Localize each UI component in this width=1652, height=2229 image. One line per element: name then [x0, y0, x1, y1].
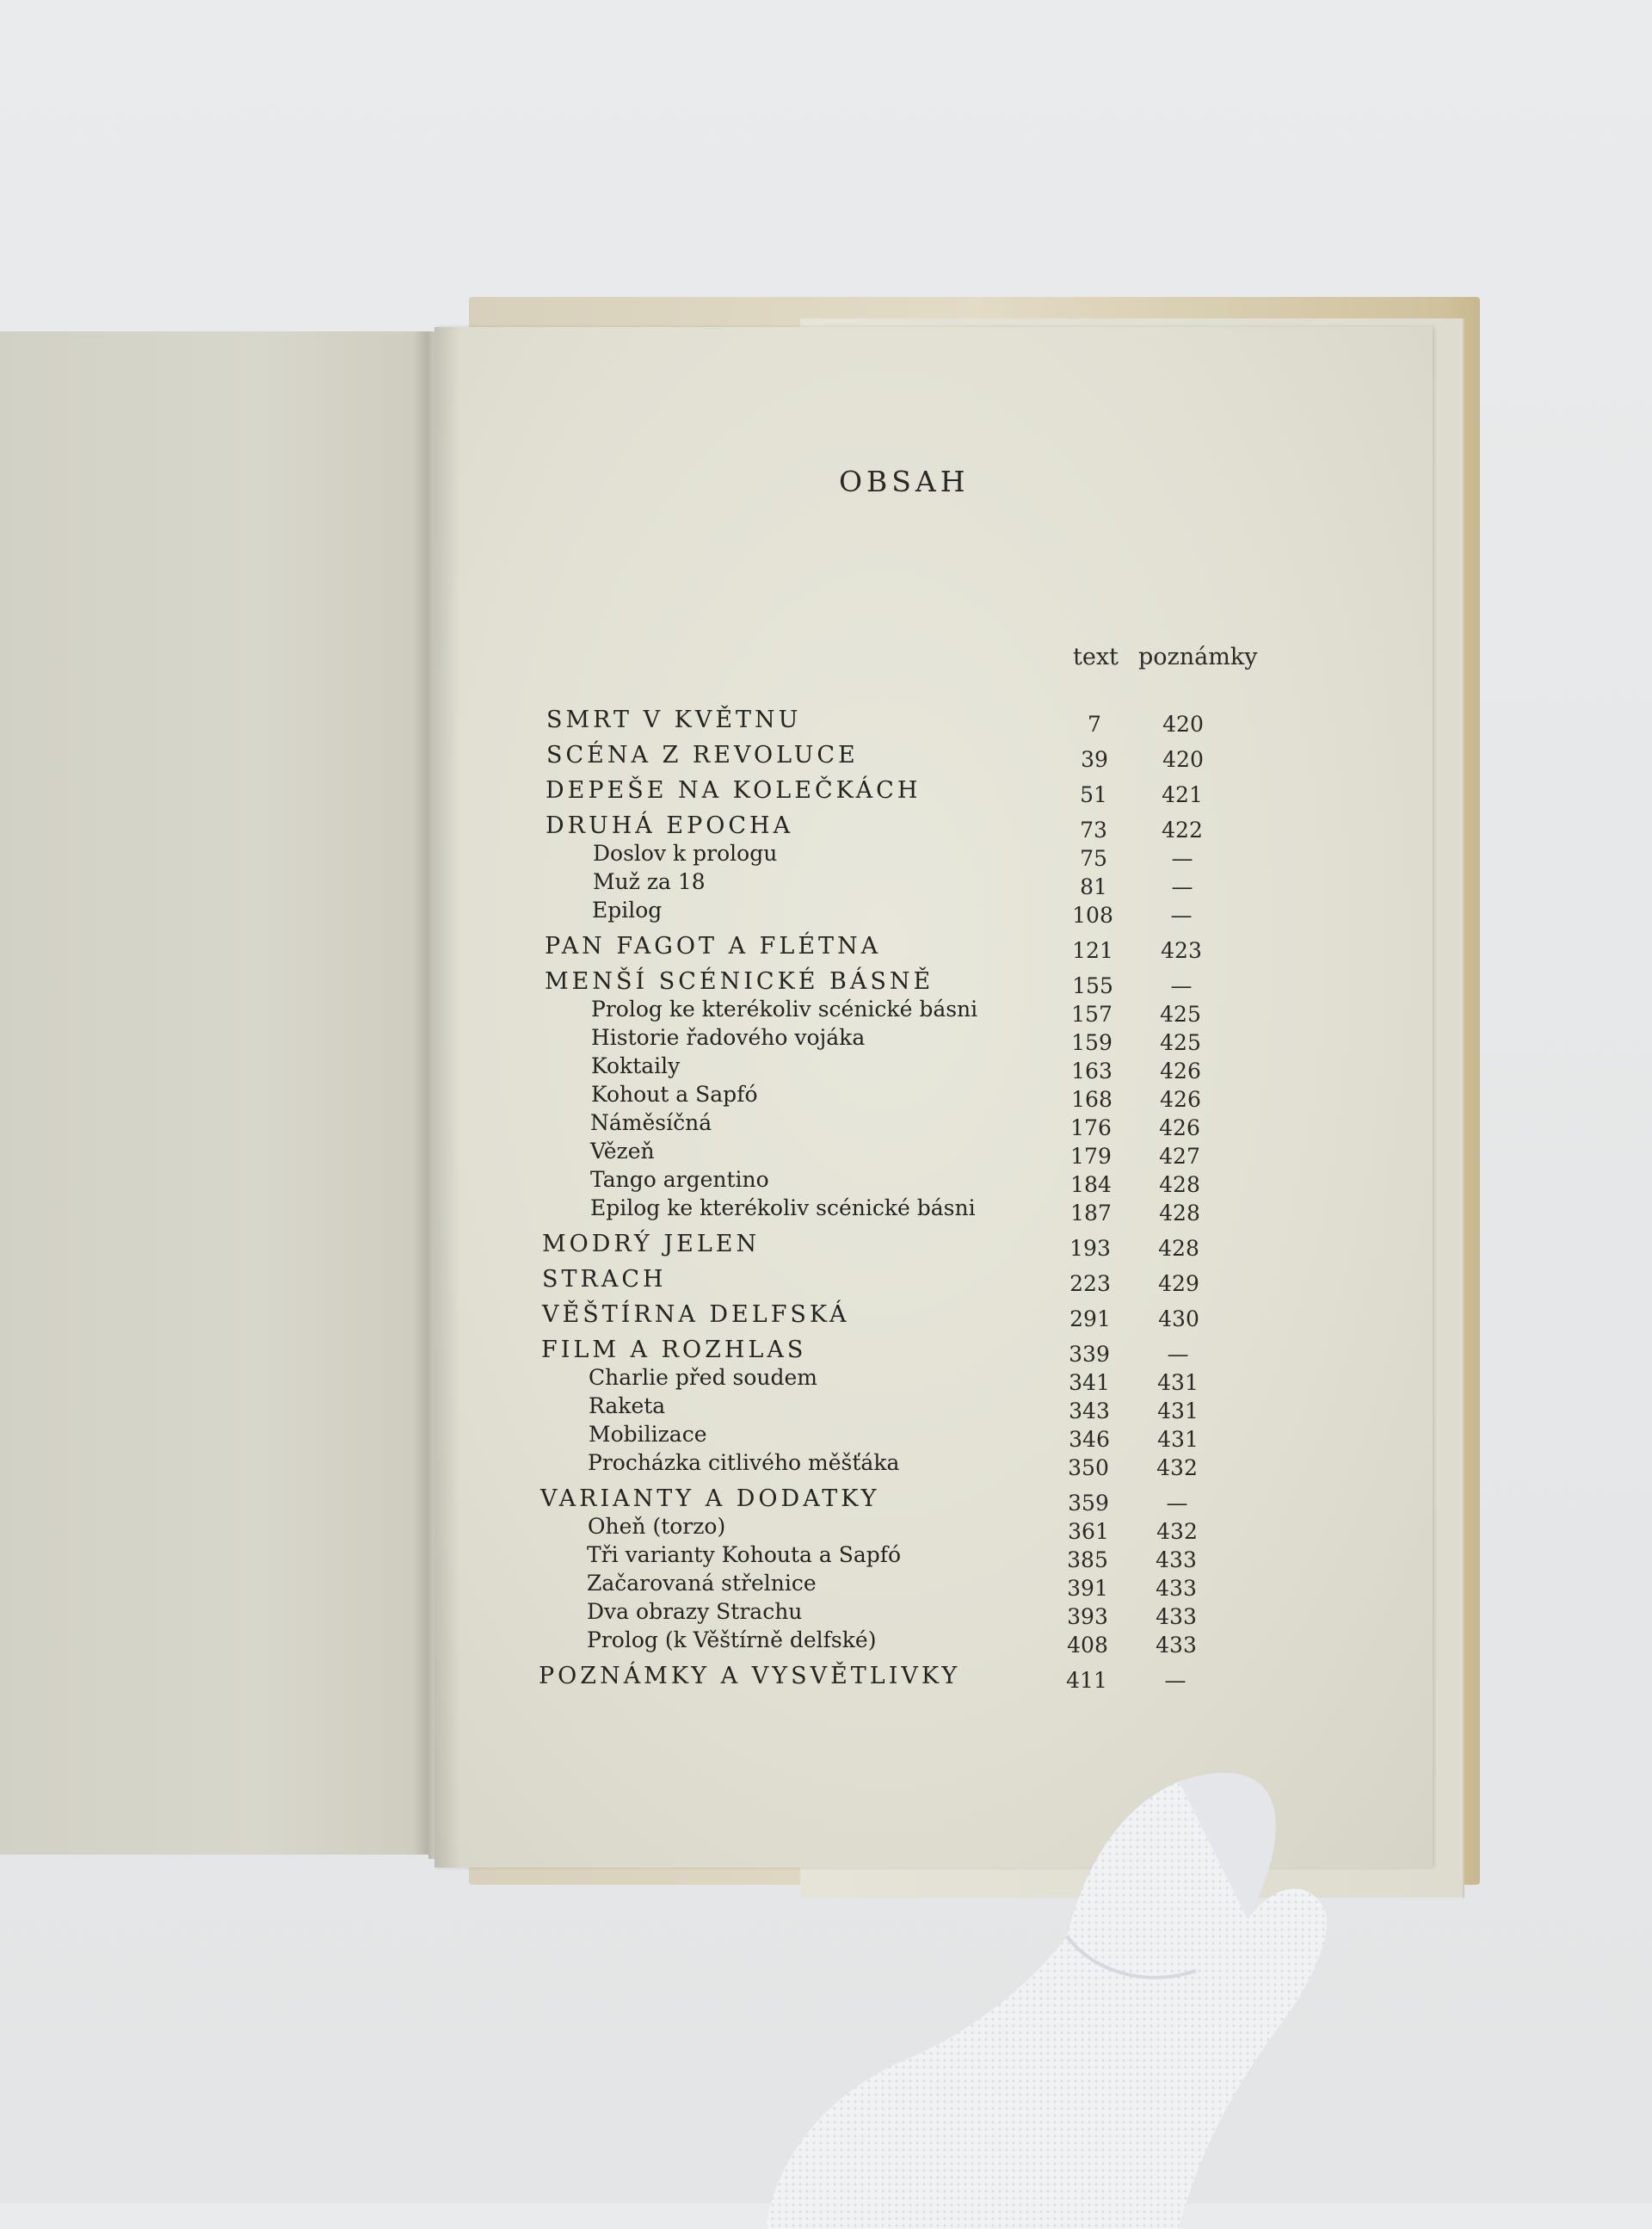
toc-label: Doslov k prologu	[593, 841, 778, 866]
toc-label: Charlie před soudem	[589, 1365, 818, 1390]
toc-notes-page: 433	[1156, 1633, 1197, 1658]
toc-label: STRACH	[542, 1266, 667, 1293]
toc-section	[435, 1485, 1295, 1516]
toc-text-page: 223	[1069, 1271, 1111, 1296]
toc-subentry	[435, 1393, 1295, 1421]
toc-notes-page: 431	[1157, 1399, 1199, 1423]
page-title: OBSAH	[839, 465, 970, 498]
toc-notes-page: 433	[1156, 1547, 1197, 1572]
toc-text-page: 393	[1067, 1604, 1108, 1629]
toc-subentry	[435, 1053, 1295, 1084]
toc-text-page: 193	[1069, 1236, 1111, 1261]
toc-label: Prolog (k Věštírně delfské)	[587, 1627, 877, 1652]
toc-section	[435, 1301, 1295, 1329]
toc-notes-page: —	[1166, 1491, 1188, 1516]
toc-subentry	[435, 1422, 1295, 1452]
toc-subentry	[435, 1025, 1295, 1053]
toc-text-page: 39	[1081, 747, 1108, 772]
left-page	[0, 331, 435, 1855]
toc-label: Epilog	[592, 898, 663, 923]
toc-notes-page: 426	[1160, 1087, 1201, 1112]
toc-notes-page: 426	[1159, 1115, 1200, 1140]
toc-notes-page: 433	[1156, 1604, 1197, 1629]
toc-label: MODRÝ JELEN	[542, 1231, 761, 1257]
toc-label: Začarovaná střelnice	[587, 1571, 817, 1596]
toc-label: SMRT V KVĚTNU	[546, 707, 802, 733]
column-header-notes: poznámky	[1138, 644, 1258, 670]
toc-section	[435, 933, 1295, 963]
toc-notes-page: 428	[1159, 1172, 1200, 1197]
toc-text-page: 291	[1069, 1306, 1111, 1331]
toc-label: VĚŠTÍRNA DELFSKÁ	[542, 1301, 850, 1328]
toc-subentry	[435, 1110, 1295, 1138]
toc-text-page: 361	[1068, 1519, 1109, 1544]
toc-text-page: 73	[1080, 818, 1107, 843]
toc-text-page: 163	[1071, 1059, 1113, 1084]
toc-text-page: 391	[1067, 1576, 1108, 1601]
toc-section	[435, 968, 1295, 996]
toc-text-page: 184	[1070, 1172, 1112, 1197]
toc-notes-page: 420	[1162, 747, 1204, 772]
toc-notes-page: —	[1170, 903, 1193, 928]
toc-notes-page: 431	[1157, 1427, 1199, 1452]
toc-notes-page: 423	[1161, 938, 1202, 963]
toc-label: Náměsíčná	[590, 1110, 712, 1135]
toc-label: Raketa	[589, 1393, 666, 1418]
toc-subentry	[435, 1571, 1295, 1601]
toc-notes-page: 421	[1162, 782, 1203, 807]
toc-label: Koktaily	[591, 1053, 681, 1078]
toc-section	[435, 707, 1295, 737]
toc-section	[435, 1337, 1295, 1367]
toc-text-page: 408	[1067, 1633, 1108, 1658]
toc-notes-page: 425	[1160, 1002, 1201, 1027]
toc-notes-page: —	[1170, 973, 1193, 998]
toc-notes-page: 425	[1160, 1030, 1201, 1055]
toc-text-page: 385	[1067, 1547, 1108, 1572]
toc-notes-page: —	[1171, 874, 1193, 899]
toc-notes-page: 433	[1156, 1576, 1197, 1601]
toc-notes-page: 422	[1162, 818, 1203, 843]
toc-section	[435, 812, 1295, 843]
toc-subentry	[435, 1082, 1295, 1112]
toc-text-page: 343	[1069, 1399, 1110, 1423]
toc-subentry	[435, 1365, 1295, 1395]
toc-text-page: 75	[1080, 846, 1107, 871]
toc-text-page: 339	[1069, 1342, 1110, 1367]
toc-notes-page: 420	[1162, 712, 1204, 737]
toc-notes-page: 431	[1157, 1370, 1199, 1395]
toc-section	[435, 777, 1295, 805]
toc-subentry	[435, 1139, 1295, 1169]
toc-label: Muž za 18	[593, 869, 706, 894]
toc-label: DEPEŠE NA KOLEČKÁCH	[546, 777, 922, 804]
toc-text-page: 121	[1072, 938, 1113, 963]
toc-label: Prolog ke kterékoliv scénické básni	[591, 997, 978, 1022]
toc-text-page: 350	[1068, 1455, 1109, 1480]
toc-text-page: 108	[1072, 903, 1113, 928]
toc-label: Tango argentino	[590, 1167, 769, 1192]
toc-label: MENŠÍ SCÉNICKÉ BÁSNĚ	[545, 968, 934, 995]
toc-notes-page: 430	[1158, 1306, 1199, 1331]
toc-label: Vězeň	[590, 1139, 655, 1164]
toc-notes-page: 432	[1156, 1455, 1198, 1480]
toc-label: PAN FAGOT A FLÉTNA	[545, 933, 882, 960]
toc-section	[435, 1266, 1295, 1294]
toc-section	[435, 1231, 1295, 1261]
toc-subentry	[435, 1195, 1295, 1226]
toc-notes-page: 426	[1160, 1059, 1201, 1084]
toc-notes-page: 432	[1156, 1519, 1198, 1544]
toc-label: Epilog ke kterékoliv scénické básni	[590, 1195, 976, 1220]
toc-label: Historie řadového vojáka	[591, 1025, 866, 1050]
toc-text-page: 359	[1068, 1491, 1109, 1516]
toc-text-page: 81	[1080, 874, 1107, 899]
toc-text-page: 187	[1070, 1201, 1112, 1226]
gloved-hand	[714, 1713, 1575, 2229]
toc-text-page: 346	[1069, 1427, 1110, 1452]
toc-subentry	[435, 1167, 1295, 1195]
toc-subentry	[435, 1450, 1295, 1478]
toc-text-page: 157	[1071, 1002, 1113, 1027]
column-header-text: text	[1073, 644, 1119, 670]
toc-text-page: 155	[1072, 973, 1113, 998]
toc-text-page: 159	[1071, 1030, 1113, 1055]
toc-subentry	[435, 1599, 1295, 1627]
table-of-contents	[435, 327, 1433, 1868]
toc-subentry	[435, 841, 1295, 871]
toc-subentry	[435, 1514, 1295, 1544]
toc-notes-page: —	[1171, 846, 1193, 871]
toc-label: DRUHÁ EPOCHA	[546, 812, 794, 839]
toc-notes-page: 428	[1158, 1236, 1199, 1261]
toc-text-page: 411	[1066, 1668, 1107, 1693]
toc-label: Dva obrazy Strachu	[587, 1599, 803, 1624]
contents-page	[435, 327, 1433, 1868]
toc-label: VARIANTY A DODATKY	[540, 1485, 880, 1512]
toc-text-page: 7	[1088, 712, 1101, 737]
toc-label: Kohout a Sapfó	[591, 1082, 758, 1107]
toc-section	[435, 742, 1295, 772]
toc-label: SCÉNA Z REVOLUCE	[546, 742, 859, 769]
toc-label: FILM A ROZHLAS	[541, 1337, 807, 1363]
toc-label: Mobilizace	[589, 1422, 707, 1447]
toc-text-page: 179	[1070, 1144, 1112, 1169]
toc-notes-page: —	[1167, 1342, 1189, 1367]
toc-label: POZNÁMKY A VYSVĚTLIVKY	[539, 1663, 961, 1689]
toc-label: Tři varianty Kohouta a Sapfó	[587, 1542, 902, 1567]
toc-label: Oheň (torzo)	[588, 1514, 726, 1539]
toc-label: Procházka citlivého měšťáka	[588, 1450, 900, 1475]
toc-subentry	[435, 898, 1295, 928]
toc-text-page: 341	[1069, 1370, 1110, 1395]
toc-notes-page: 428	[1159, 1201, 1200, 1226]
toc-notes-page: 427	[1159, 1144, 1200, 1169]
toc-subentry	[435, 1627, 1295, 1658]
toc-subentry	[435, 869, 1295, 897]
toc-subentry	[435, 1542, 1295, 1570]
toc-notes-page: 429	[1158, 1271, 1199, 1296]
toc-section	[435, 1663, 1295, 1693]
toc-text-page: 51	[1080, 782, 1107, 807]
toc-text-page: 176	[1070, 1115, 1112, 1140]
toc-subentry	[435, 997, 1295, 1027]
toc-text-page: 168	[1071, 1087, 1113, 1112]
toc-notes-page: —	[1164, 1668, 1187, 1693]
